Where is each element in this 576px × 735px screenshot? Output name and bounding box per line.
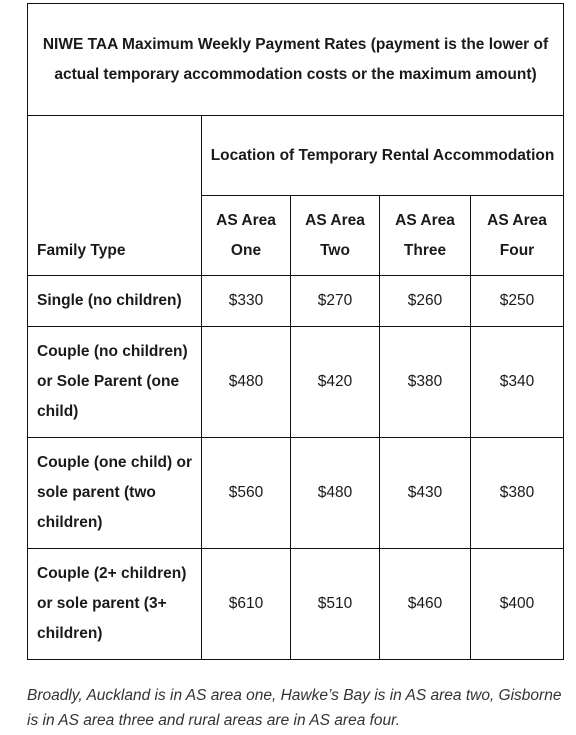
rate-cell: $460 [380, 549, 471, 660]
rate-cell: $480 [291, 438, 380, 549]
table-title: NIWE TAA Maximum Weekly Payment Rates (payment is the lower of actual temporary accommodation costs or the maximum amount) [28, 4, 564, 116]
family-type-cell: Couple (no children) or Sole Parent (one child) [28, 327, 202, 438]
area-header-one: AS Area One [202, 196, 291, 276]
rate-cell: $420 [291, 327, 380, 438]
family-type-cell: Couple (one child) or sole parent (two children) [28, 438, 202, 549]
rate-cell: $510 [291, 549, 380, 660]
rate-cell: $340 [471, 327, 564, 438]
rate-cell: $430 [380, 438, 471, 549]
rate-cell: $560 [202, 438, 291, 549]
table-row [28, 438, 564, 549]
table-row [28, 327, 564, 438]
payment-rates-table [27, 3, 564, 660]
rate-cell: $400 [471, 549, 564, 660]
rate-cell: $270 [291, 276, 380, 327]
family-type-cell: Single (no children) [28, 276, 202, 327]
rate-cell: $380 [471, 438, 564, 549]
rate-cell: $330 [202, 276, 291, 327]
footnote: Broadly, Auckland is in AS area one, Hawke’s Bay is in AS area two, Gisborne is in AS area three and rural areas are in AS area four. [27, 687, 562, 729]
rate-cell: $250 [471, 276, 564, 327]
area-header-four: AS Area Four [471, 196, 564, 276]
area-header-three: AS Area Three [380, 196, 471, 276]
area-header-two: AS Area Two [291, 196, 380, 276]
rate-cell: $260 [380, 276, 471, 327]
rate-cell: $480 [202, 327, 291, 438]
table-row [28, 549, 564, 660]
family-type-header: Family Type [28, 116, 202, 276]
location-header: Location of Temporary Rental Accommodation [202, 116, 564, 196]
rate-cell: $610 [202, 549, 291, 660]
table-row [28, 276, 564, 327]
family-type-cell: Couple (2+ children) or sole parent (3+ children) [28, 549, 202, 660]
rate-cell: $380 [380, 327, 471, 438]
